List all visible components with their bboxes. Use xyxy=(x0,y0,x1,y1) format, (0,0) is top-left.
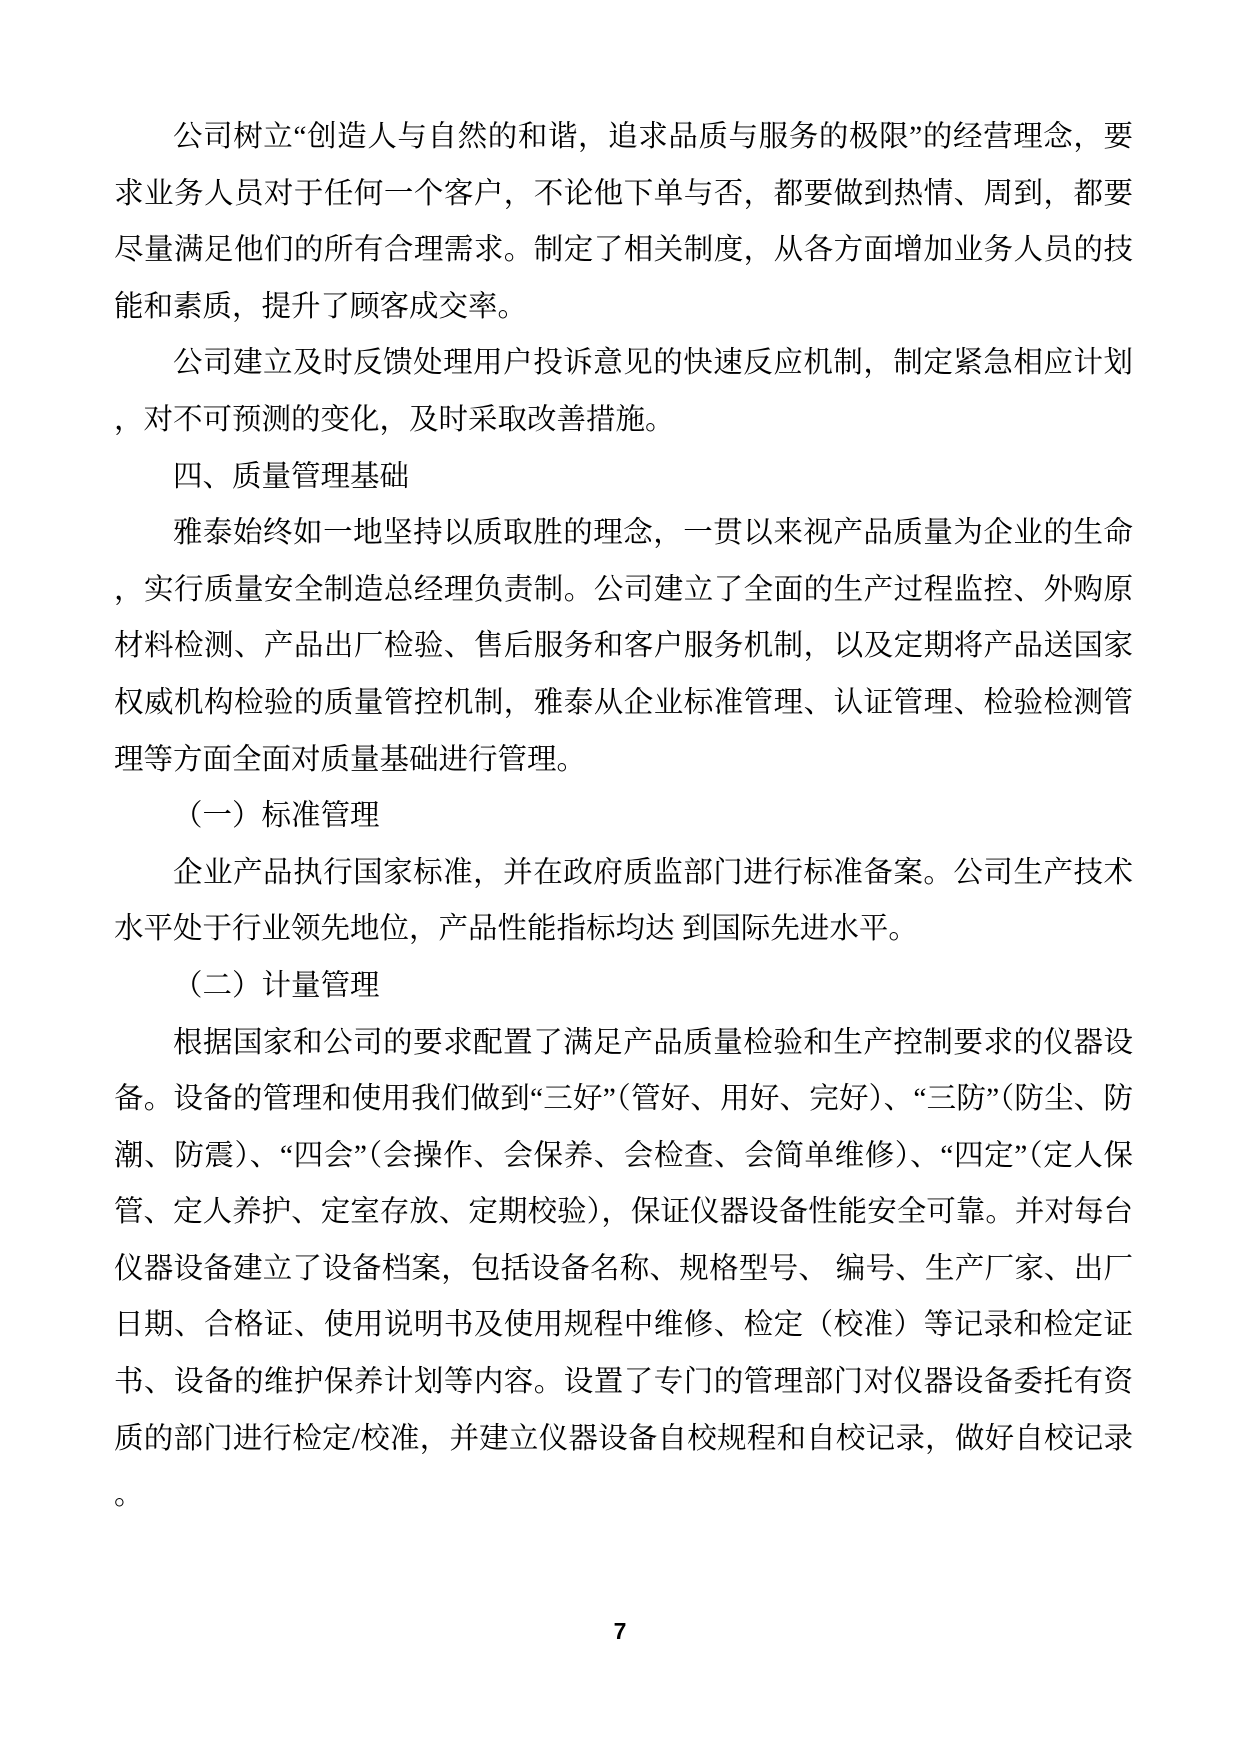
page-footer xyxy=(0,1620,1240,1644)
heading-measurement-management: （二）计量管理 xyxy=(173,969,380,1002)
paragraph-measurement-management: 根据国家和公司的要求配置了满足产品质量检验和生产控制要求的仪器设备。设备的管理和使用我们做到“三好”（管好、用好、完好）、“三防”（防尘、防潮、防震）、“四会”（会操作、会保养、会检查、会简单维修）、“四定”（定人保管、定人养护、定室存放、定期校验），保证仪器设备性能安全可靠。并对每台仪器设备建立了设备档案，包括设备名称、规格型号、 编号、生产厂家、出厂日期、合格证、使用说明书及使用规程中维修、检定（校准）等记录和检定证书、设备的维护保养计划等内容。设置了专门的管理部门对仪器设备委托有资质的部门进行检定/校准，并建立仪器设备自校规程和自校记录，做好自校记录。 xyxy=(114,1026,1133,1512)
paragraph-feedback-mechanism: 公司建立及时反馈处理用户投诉意见的快速反应机制，制定紧急相应计划，对不可预测的变化，及时采取改善措施。 xyxy=(114,347,1133,436)
paragraph-business-philosophy: 公司树立“创造人与自然的和谐，追求品质与服务的极限”的经营理念，要求业务人员对于任何一个客户，不论他下单与否，都要做到热情、周到，都要尽量满足他们的所有合理需求。制定了相关制度，从各方面增加业务人员的技能和素质，提升了顾客成交率。 xyxy=(114,121,1133,323)
document-body xyxy=(114,109,1133,1524)
page-number: 7 xyxy=(613,1618,627,1644)
heading-quality-management-basis: 四、质量管理基础 xyxy=(173,460,410,493)
paragraph-quality-overview: 雅泰始终如一地坚持以质取胜的理念，一贯以来视产品质量为企业的生命，实行质量安全制造总经理负责制。公司建立了全面的生产过程监控、外购原材料检测、产品出厂检验、售后服务和客户服务机制，以及定期将产品送国家权威机构检验的质量管控机制，雅泰从企业标准管理、认证管理、检验检测管理等方面全面对质量基础进行管理。 xyxy=(114,517,1133,776)
heading-standard-management: （一）标准管理 xyxy=(173,800,380,833)
paragraph-standard-management: 企业产品执行国家标准，并在政府质监部门进行标准备案。公司生产技术水平处于行业领先地位，产品性能指标均达 到国际先进水平。 xyxy=(114,856,1133,946)
